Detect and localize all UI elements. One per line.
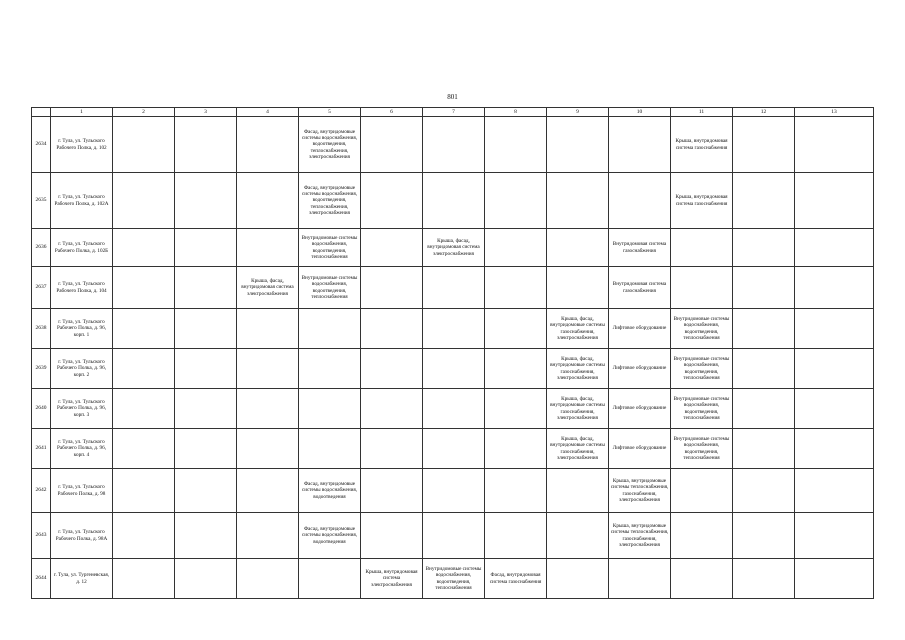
work-type-cell (299, 389, 361, 429)
work-type-cell (175, 429, 237, 469)
table-row (32, 389, 874, 429)
table-row (32, 429, 874, 469)
work-type-cell (113, 117, 175, 173)
page-number: 801 (447, 93, 458, 101)
address-cell (51, 117, 113, 173)
header-row (32, 108, 874, 117)
cell-text: г. Тула, ул. Тургеневская, д. 12 (53, 572, 110, 585)
work-type-cell (671, 309, 733, 349)
work-type-cell (795, 469, 874, 513)
work-type-cell (547, 559, 609, 599)
work-type-cell (423, 513, 485, 559)
work-type-cell (733, 469, 795, 513)
work-type-cell (609, 349, 671, 389)
cell-text: Крыша, фасад, внутридомовые системы газоснабжения, электроснабжения (550, 436, 605, 461)
work-type-cell (237, 229, 299, 267)
work-type-cell (175, 309, 237, 349)
row-number: 2640 (32, 389, 51, 429)
column-header: 4 (237, 108, 299, 117)
work-type-cell (113, 267, 175, 309)
work-type-cell (423, 267, 485, 309)
column-header: 7 (423, 108, 485, 117)
row-number: 2636 (32, 229, 51, 267)
work-type-cell (237, 513, 299, 559)
work-type-cell (113, 229, 175, 267)
cell-text: Лифтовое оборудование (612, 365, 667, 372)
work-type-cell (609, 267, 671, 309)
cell-text: Внутридомовые системы водоснабжения, водоотведения, теплоснабжения (673, 356, 730, 381)
work-type-cell (609, 469, 671, 513)
work-type-cell (733, 229, 795, 267)
work-type-cell (361, 513, 423, 559)
cell-text: Фасад, внутридомовые системы водоснабжения, водоотведения, теплоснабжения, электроснабжения (301, 184, 358, 216)
column-header: 6 (361, 108, 423, 117)
work-type-cell (485, 229, 547, 267)
work-type-cell (175, 267, 237, 309)
row-number: 2634 (32, 117, 51, 173)
column-header: 10 (609, 108, 671, 117)
work-type-cell (671, 267, 733, 309)
work-type-cell (485, 309, 547, 349)
work-type-cell (733, 117, 795, 173)
cell-text: Внутридомовые системы водоснабжения, водоотведения, теплоснабжения (425, 566, 482, 591)
work-type-cell (733, 559, 795, 599)
cell-text: г. Тула, ул. Тульского Рабочего Полка, д. 102 (56, 138, 107, 151)
work-type-cell (485, 117, 547, 173)
work-type-cell (361, 559, 423, 599)
work-type-cell (733, 267, 795, 309)
work-type-cell (547, 469, 609, 513)
table-row (32, 117, 874, 173)
work-type-cell (113, 173, 175, 229)
work-type-cell (113, 429, 175, 469)
work-type-cell (671, 429, 733, 469)
cell-text: г. Тула, ул. Тульского Рабочего Полка, д. 96, корп. 1 (56, 319, 106, 338)
work-type-cell (795, 229, 874, 267)
work-type-cell (423, 389, 485, 429)
work-type-cell (795, 429, 874, 469)
cell-text: г. Тула, ул. Тульского Рабочего Полка, д. 96, корп. 2 (56, 359, 106, 378)
cell-text: Лифтовое оборудование (612, 325, 667, 332)
cell-text: г. Тула, ул. Тульского Рабочего Полка, д. 96, корп. 4 (56, 439, 106, 458)
cell-text: Внутридомовые системы водоснабжения, водоотведения, теплоснабжения (673, 396, 730, 421)
work-type-cell (733, 389, 795, 429)
work-type-cell (671, 469, 733, 513)
address-cell (51, 267, 113, 309)
work-type-cell (733, 429, 795, 469)
work-type-cell (795, 267, 874, 309)
work-type-cell (485, 429, 547, 469)
work-type-cell (299, 349, 361, 389)
cell-text: г. Тула, ул. Тульского Рабочего Полка, д. 98А (55, 529, 108, 542)
work-type-cell (671, 229, 733, 267)
row-number: 2639 (32, 349, 51, 389)
work-type-cell (795, 513, 874, 559)
row-number: 2635 (32, 173, 51, 229)
work-type-cell (237, 349, 299, 389)
work-type-cell (237, 469, 299, 513)
work-type-cell (609, 173, 671, 229)
row-number: 2643 (32, 513, 51, 559)
work-type-cell (175, 349, 237, 389)
column-header: 12 (733, 108, 795, 117)
work-type-cell (299, 229, 361, 267)
work-type-cell (609, 117, 671, 173)
work-type-cell (175, 117, 237, 173)
work-type-cell (423, 559, 485, 599)
work-type-cell (423, 469, 485, 513)
work-type-cell (299, 469, 361, 513)
work-type-cell (733, 349, 795, 389)
address-cell (51, 309, 113, 349)
work-type-cell (361, 349, 423, 389)
work-type-cell (547, 309, 609, 349)
work-type-cell (609, 429, 671, 469)
work-type-cell (609, 309, 671, 349)
work-type-cell (671, 513, 733, 559)
work-type-cell (547, 513, 609, 559)
table-row (32, 229, 874, 267)
cell-text: Крыша, внутридомовая система электроснабжения (365, 569, 418, 588)
table-row (32, 559, 874, 599)
work-type-cell (485, 469, 547, 513)
column-header: 3 (175, 108, 237, 117)
work-type-cell (175, 389, 237, 429)
work-type-cell (547, 267, 609, 309)
row-number: 2641 (32, 429, 51, 469)
column-header: 2 (113, 108, 175, 117)
address-cell (51, 229, 113, 267)
work-type-cell (423, 117, 485, 173)
work-type-cell (113, 389, 175, 429)
work-type-cell (299, 173, 361, 229)
work-type-cell (237, 559, 299, 599)
work-type-cell (361, 309, 423, 349)
address-cell (51, 349, 113, 389)
column-header: 1 (51, 108, 113, 117)
cell-text: Фасад, внутридомовые системы водоснабжения, водоотведения, теплоснабжения, электроснабжения (301, 128, 358, 160)
cell-text: г. Тула, ул. Тульского Рабочего Полка, д. 102Б (54, 241, 109, 254)
work-type-cell (423, 173, 485, 229)
work-type-cell (113, 469, 175, 513)
cell-text: Лифтовое оборудование (612, 445, 667, 452)
work-type-cell (361, 429, 423, 469)
cell-text: г. Тула, ул. Тульского Рабочего Полка, д. 96, корп. 3 (56, 399, 106, 418)
work-type-cell (299, 513, 361, 559)
cell-text: Фасад, внутридомовые системы водоснабжения, водоотведения (301, 481, 358, 500)
work-type-cell (547, 229, 609, 267)
work-type-cell (237, 173, 299, 229)
cell-text: Внутридомовые системы водоснабжения, водоотведения, теплоснабжения (301, 275, 358, 300)
register-table (31, 107, 874, 599)
work-type-cell (423, 429, 485, 469)
work-type-cell (795, 309, 874, 349)
work-type-cell (795, 559, 874, 599)
address-cell (51, 429, 113, 469)
table-row (32, 309, 874, 349)
header-corner-cell (32, 108, 51, 117)
address-cell (51, 173, 113, 229)
column-header: 8 (485, 108, 547, 117)
work-type-cell (609, 559, 671, 599)
work-type-cell (237, 117, 299, 173)
work-type-cell (733, 309, 795, 349)
work-type-cell (671, 173, 733, 229)
cell-text: Фасад, внутридомовые системы водоснабжения, водоотведения (301, 526, 358, 545)
work-type-cell (113, 513, 175, 559)
cell-text: Крыша, внутридомовые системы теплоснабжения, газоснабжения, электроснабжения (610, 523, 669, 548)
cell-text: Крыша, фасад, внутридомовая система электроснабжения (241, 278, 294, 297)
cell-text: г. Тула, ул. Тульского Рабочего Полка, д. 104 (56, 281, 107, 294)
address-cell (51, 559, 113, 599)
work-type-cell (299, 429, 361, 469)
work-type-cell (485, 513, 547, 559)
cell-text: Внутридомовые системы водоснабжения, водоотведения, теплоснабжения (673, 436, 730, 461)
cell-text: Фасад, внутридомовая система газоснабжения (489, 572, 542, 585)
cell-text: Крыша, внутридомовые системы теплоснабжения, газоснабжения, электроснабжения (610, 478, 669, 503)
work-type-cell (547, 349, 609, 389)
work-type-cell (671, 117, 733, 173)
cell-text: Внутридомовая система газоснабжения (612, 281, 667, 294)
cell-text: Крыша, внутридомовая система газоснабжения (675, 194, 728, 207)
row-number: 2638 (32, 309, 51, 349)
work-type-cell (299, 117, 361, 173)
work-type-cell (795, 349, 874, 389)
work-type-cell (423, 309, 485, 349)
table-row (32, 469, 874, 513)
work-type-cell (175, 513, 237, 559)
work-type-cell (175, 469, 237, 513)
work-type-cell (361, 469, 423, 513)
address-cell (51, 469, 113, 513)
work-type-cell (175, 173, 237, 229)
work-type-cell (175, 229, 237, 267)
work-type-cell (485, 173, 547, 229)
work-type-cell (485, 389, 547, 429)
cell-text: Внутридомовые системы водоснабжения, водоотведения, теплоснабжения (301, 235, 358, 260)
work-type-cell (795, 389, 874, 429)
column-header: 5 (299, 108, 361, 117)
work-type-cell (361, 229, 423, 267)
row-number: 2644 (32, 559, 51, 599)
work-type-cell (733, 513, 795, 559)
work-type-cell (547, 117, 609, 173)
work-type-cell (237, 267, 299, 309)
column-header: 11 (671, 108, 733, 117)
work-type-cell (485, 559, 547, 599)
work-type-cell (299, 559, 361, 599)
work-type-cell (609, 513, 671, 559)
work-type-cell (795, 117, 874, 173)
work-type-cell (113, 349, 175, 389)
cell-text: Внутридомовые системы водоснабжения, водоотведения, теплоснабжения (673, 316, 730, 341)
cell-text: Крыша, фасад, внутридомовая система электроснабжения (427, 238, 480, 257)
work-type-cell (485, 267, 547, 309)
work-type-cell (113, 559, 175, 599)
work-type-cell (671, 559, 733, 599)
cell-text: Крыша, фасад, внутридомовые системы газоснабжения, электроснабжения (550, 396, 605, 421)
work-type-cell (361, 389, 423, 429)
work-type-cell (175, 559, 237, 599)
table-row (32, 513, 874, 559)
work-type-cell (237, 309, 299, 349)
cell-text: г. Тула, ул. Тульского Рабочего Полка, д. 98 (57, 484, 106, 497)
row-number: 2642 (32, 469, 51, 513)
work-type-cell (237, 429, 299, 469)
work-type-cell (299, 267, 361, 309)
work-type-cell (361, 267, 423, 309)
cell-text: Внутридомовая система газоснабжения (612, 241, 667, 254)
column-header: 9 (547, 108, 609, 117)
address-cell (51, 389, 113, 429)
work-type-cell (299, 309, 361, 349)
cell-text: Крыша, внутридомовая система газоснабжения (675, 138, 728, 151)
table-row (32, 267, 874, 309)
work-type-cell (733, 173, 795, 229)
work-type-cell (361, 173, 423, 229)
cell-text: г. Тула, ул. Тульского Рабочего Полка, д. 102А (54, 194, 109, 207)
work-type-cell (795, 173, 874, 229)
work-type-cell (609, 389, 671, 429)
work-type-cell (609, 229, 671, 267)
work-type-cell (547, 389, 609, 429)
cell-text: Крыша, фасад, внутридомовые системы газоснабжения, электроснабжения (550, 316, 605, 341)
work-type-cell (423, 229, 485, 267)
cell-text: Крыша, фасад, внутридомовые системы газоснабжения, электроснабжения (550, 356, 605, 381)
table-row (32, 349, 874, 389)
work-type-cell (237, 389, 299, 429)
work-type-cell (423, 349, 485, 389)
table-row (32, 173, 874, 229)
work-type-cell (547, 173, 609, 229)
work-type-cell (113, 309, 175, 349)
work-type-cell (485, 349, 547, 389)
work-type-cell (671, 389, 733, 429)
cell-text: Лифтовое оборудование (612, 405, 667, 412)
row-number: 2637 (32, 267, 51, 309)
address-cell (51, 513, 113, 559)
column-header: 13 (795, 108, 874, 117)
work-type-cell (547, 429, 609, 469)
work-type-cell (671, 349, 733, 389)
work-type-cell (361, 117, 423, 173)
